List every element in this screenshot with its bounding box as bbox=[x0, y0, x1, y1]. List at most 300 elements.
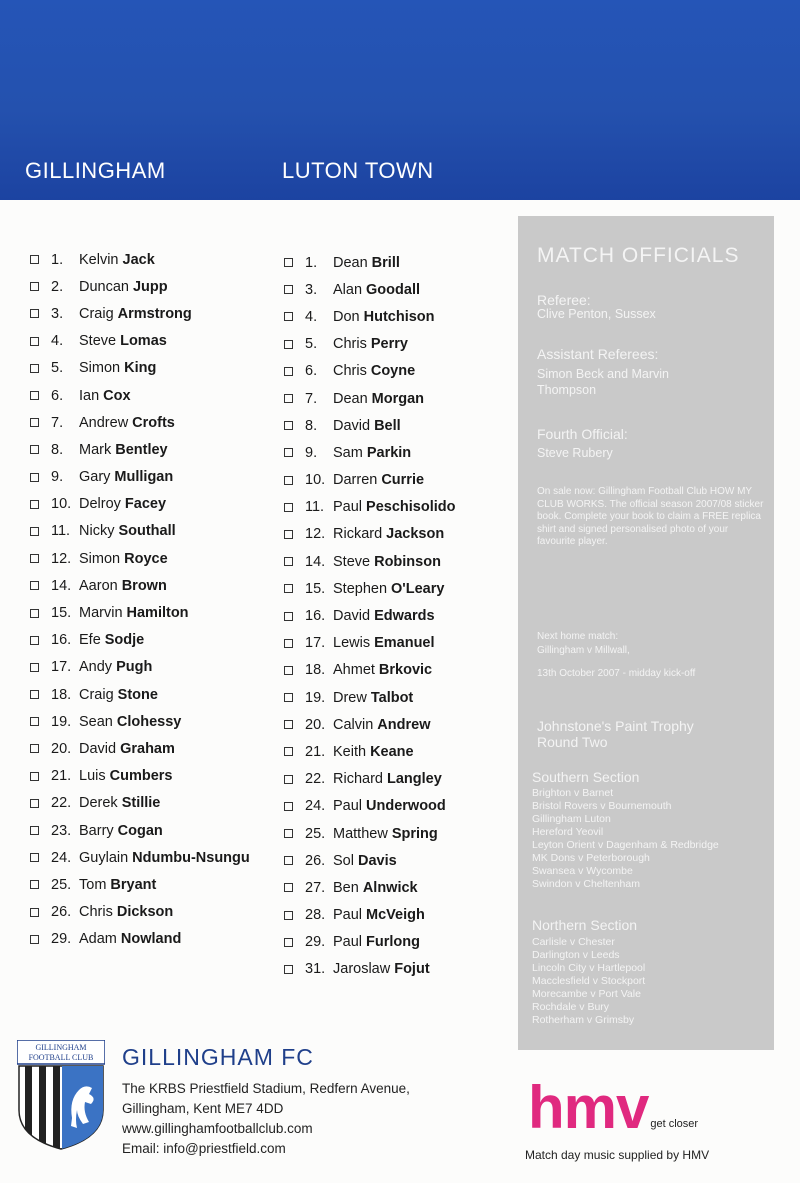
player-first-name: Darren bbox=[333, 472, 378, 489]
player-row bbox=[30, 491, 250, 518]
player-checkbox[interactable] bbox=[284, 829, 293, 838]
player-last-name: Davis bbox=[357, 852, 397, 869]
player-last-name: Stone bbox=[117, 686, 158, 703]
player-checkbox[interactable] bbox=[284, 285, 293, 294]
southern-section-title: Southern Section bbox=[532, 769, 640, 785]
player-last-name: Langley bbox=[386, 771, 442, 788]
hmv-logo bbox=[528, 1074, 699, 1141]
player-first-name: Guylain bbox=[79, 849, 129, 866]
header-band bbox=[0, 0, 800, 200]
player-row bbox=[284, 331, 455, 358]
player-row bbox=[284, 657, 455, 684]
player-number: 20. bbox=[51, 740, 72, 757]
player-checkbox[interactable] bbox=[30, 445, 39, 454]
player-checkbox[interactable] bbox=[284, 747, 293, 756]
player-number: 4. bbox=[51, 333, 64, 350]
player-row bbox=[284, 412, 455, 439]
player-number: 27. bbox=[305, 879, 326, 896]
player-number: 1. bbox=[51, 251, 64, 268]
fixture-item: Rotherham v Grimsby bbox=[532, 1014, 635, 1026]
player-number: 25. bbox=[51, 876, 72, 893]
player-number: 11. bbox=[51, 523, 71, 540]
player-first-name: David bbox=[79, 740, 117, 757]
hmv-logo-word: hmv bbox=[528, 1074, 649, 1141]
player-row bbox=[284, 548, 455, 575]
player-checkbox[interactable] bbox=[284, 421, 293, 430]
player-checkbox[interactable] bbox=[30, 744, 39, 753]
player-row bbox=[30, 681, 250, 708]
player-first-name: Paul bbox=[333, 934, 363, 951]
officials-title: MATCH OFFICIALS bbox=[537, 244, 740, 267]
player-last-name: Graham bbox=[120, 740, 175, 757]
player-row bbox=[30, 545, 250, 572]
player-first-name: Dean bbox=[333, 254, 368, 271]
player-number: 16. bbox=[51, 632, 72, 649]
player-number: 7. bbox=[305, 390, 318, 407]
player-first-name: Duncan bbox=[79, 278, 129, 295]
player-row bbox=[30, 844, 250, 871]
player-last-name: Parkin bbox=[366, 444, 412, 461]
player-checkbox[interactable] bbox=[30, 935, 39, 944]
player-number: 5. bbox=[305, 336, 318, 353]
player-last-name: Edwards bbox=[374, 608, 435, 625]
player-checkbox[interactable] bbox=[30, 473, 39, 482]
player-checkbox[interactable] bbox=[284, 802, 293, 811]
player-row bbox=[30, 246, 250, 273]
player-row bbox=[30, 627, 250, 654]
player-first-name: Richard bbox=[333, 771, 383, 788]
player-number: 21. bbox=[51, 768, 72, 785]
referee-name: Clive Penton, Sussex bbox=[537, 307, 656, 321]
player-last-name: Clohessy bbox=[116, 713, 182, 730]
player-first-name: Tom bbox=[79, 876, 107, 893]
fixture-item: Carlisle v Chester bbox=[532, 936, 615, 948]
player-last-name: Crofts bbox=[132, 414, 175, 431]
player-row bbox=[284, 738, 455, 765]
southern-fixtures bbox=[532, 787, 719, 891]
player-row bbox=[284, 874, 455, 901]
player-checkbox[interactable] bbox=[284, 258, 293, 267]
player-number: 18. bbox=[51, 686, 72, 703]
next-match-time: 13th October 2007 - midday kick-off bbox=[537, 668, 696, 679]
player-row bbox=[284, 820, 455, 847]
hmv-tagline: get closer bbox=[650, 1118, 699, 1130]
club-address-line2: Gillingham, Kent ME7 4DD bbox=[122, 1101, 284, 1116]
player-first-name: Don bbox=[333, 308, 360, 325]
player-first-name: Drew bbox=[333, 689, 367, 706]
crest-text-line1: GILLINGHAM bbox=[35, 1043, 87, 1052]
player-checkbox[interactable] bbox=[284, 312, 293, 321]
player-checkbox[interactable] bbox=[284, 584, 293, 593]
away-squad-list bbox=[284, 249, 455, 983]
player-row bbox=[30, 572, 250, 599]
player-row bbox=[30, 763, 250, 790]
player-number: 8. bbox=[305, 417, 318, 434]
player-checkbox[interactable] bbox=[284, 938, 293, 947]
player-checkbox[interactable] bbox=[284, 448, 293, 457]
player-last-name: Bentley bbox=[115, 441, 168, 458]
player-checkbox[interactable] bbox=[30, 853, 39, 862]
player-row bbox=[284, 684, 455, 711]
player-number: 24. bbox=[305, 798, 326, 815]
player-number: 6. bbox=[305, 363, 318, 380]
player-number: 2. bbox=[51, 278, 64, 295]
player-last-name: Royce bbox=[124, 550, 168, 567]
player-number: 16. bbox=[305, 608, 326, 625]
player-checkbox[interactable] bbox=[284, 394, 293, 403]
player-row bbox=[30, 817, 250, 844]
northern-section-title: Northern Section bbox=[532, 917, 638, 933]
player-row bbox=[284, 602, 455, 629]
player-row bbox=[30, 790, 250, 817]
assistants-names: Simon Beck and Marvin Thompson bbox=[537, 367, 670, 397]
player-checkbox[interactable] bbox=[284, 965, 293, 974]
player-number: 10. bbox=[51, 496, 72, 513]
player-number: 5. bbox=[51, 360, 64, 377]
fixture-item: Leyton Orient v Dagenham & Redbridge bbox=[532, 839, 719, 851]
player-last-name: Underwood bbox=[366, 798, 446, 815]
player-number: 26. bbox=[305, 852, 326, 869]
player-first-name: Derek bbox=[79, 795, 118, 812]
player-row bbox=[30, 273, 250, 300]
player-row bbox=[284, 766, 455, 793]
player-number: 14. bbox=[51, 577, 72, 594]
player-first-name: Ian bbox=[79, 387, 100, 404]
player-row bbox=[30, 708, 250, 735]
player-number: 15. bbox=[305, 580, 326, 597]
fixture-item: Bristol Rovers v Bournemouth bbox=[532, 800, 672, 812]
next-match-label: Next home match: bbox=[537, 631, 619, 642]
player-checkbox[interactable] bbox=[30, 500, 39, 509]
player-last-name: Brown bbox=[121, 577, 167, 594]
player-row bbox=[284, 575, 455, 602]
player-number: 23. bbox=[51, 822, 72, 839]
player-first-name: Ahmet bbox=[333, 662, 375, 679]
player-first-name: Mark bbox=[79, 441, 112, 458]
player-number: 25. bbox=[305, 825, 326, 842]
player-number: 12. bbox=[305, 526, 326, 543]
player-first-name: Simon bbox=[79, 360, 121, 377]
club-address-line1: The KRBS Priestfield Stadium, Redfern Avenue, bbox=[122, 1081, 410, 1096]
player-number: 19. bbox=[305, 689, 326, 706]
player-last-name: Mulligan bbox=[114, 469, 174, 486]
player-last-name: Perry bbox=[370, 336, 408, 353]
player-checkbox[interactable] bbox=[284, 530, 293, 539]
player-first-name: Nicky bbox=[79, 523, 115, 540]
player-checkbox[interactable] bbox=[30, 636, 39, 645]
player-row bbox=[284, 303, 455, 330]
player-checkbox[interactable] bbox=[30, 826, 39, 835]
player-last-name: Pugh bbox=[116, 659, 153, 676]
player-checkbox[interactable] bbox=[284, 639, 293, 648]
player-first-name: Jaroslaw bbox=[333, 961, 391, 978]
player-first-name: Paul bbox=[333, 907, 363, 924]
player-number: 21. bbox=[305, 743, 326, 760]
fixture-item: Lincoln City v Hartlepool bbox=[532, 962, 646, 974]
player-row bbox=[30, 355, 250, 382]
player-number: 29. bbox=[51, 931, 72, 948]
player-last-name: Bryant bbox=[110, 876, 157, 893]
player-checkbox[interactable] bbox=[284, 856, 293, 865]
player-row bbox=[284, 521, 455, 548]
player-number: 17. bbox=[305, 635, 326, 652]
player-number: 9. bbox=[51, 469, 64, 486]
fixture-item: Brighton v Barnet bbox=[532, 787, 614, 799]
player-row bbox=[30, 599, 250, 626]
player-last-name: Brill bbox=[371, 254, 400, 271]
player-first-name: Stephen bbox=[333, 580, 388, 597]
player-checkbox[interactable] bbox=[284, 503, 293, 512]
player-number: 15. bbox=[51, 605, 72, 622]
player-checkbox[interactable] bbox=[284, 666, 293, 675]
player-checkbox[interactable] bbox=[284, 693, 293, 702]
player-last-name: Andrew bbox=[377, 716, 431, 733]
player-row bbox=[284, 630, 455, 657]
player-last-name: Ndumbu-Nsungu bbox=[132, 849, 250, 866]
fourth-official-name: Steve Rubery bbox=[537, 446, 613, 460]
fixture-item: MK Dons v Peterborough bbox=[532, 852, 650, 864]
player-row bbox=[30, 464, 250, 491]
player-last-name: Robinson bbox=[374, 553, 441, 570]
club-crest-logo bbox=[17, 1040, 105, 1150]
player-row bbox=[284, 467, 455, 494]
player-row bbox=[284, 711, 455, 738]
player-first-name: Simon bbox=[79, 550, 121, 567]
player-checkbox[interactable] bbox=[30, 309, 39, 318]
assistants-label: Assistant Referees: bbox=[537, 346, 659, 362]
player-number: 29. bbox=[305, 934, 326, 951]
player-first-name: Steve bbox=[79, 333, 117, 350]
player-last-name: Hutchison bbox=[363, 308, 435, 325]
player-number: 31. bbox=[305, 961, 326, 978]
player-last-name: Furlong bbox=[366, 934, 420, 951]
player-number: 19. bbox=[51, 713, 72, 730]
player-number: 22. bbox=[51, 795, 72, 812]
player-last-name: Brkovic bbox=[378, 662, 433, 679]
player-checkbox[interactable] bbox=[30, 772, 39, 781]
player-last-name: McVeigh bbox=[366, 907, 425, 924]
player-row bbox=[284, 439, 455, 466]
player-last-name: Dickson bbox=[116, 904, 174, 921]
player-first-name: Steve bbox=[333, 553, 371, 570]
player-first-name: Matthew bbox=[333, 825, 388, 842]
player-row bbox=[30, 409, 250, 436]
player-first-name: Sam bbox=[333, 444, 363, 461]
player-last-name: Spring bbox=[391, 825, 438, 842]
player-first-name: Sean bbox=[79, 713, 113, 730]
player-checkbox[interactable] bbox=[30, 609, 39, 618]
club-name: GILLINGHAM FC bbox=[122, 1044, 314, 1070]
home-team-title: GILLINGHAM bbox=[25, 158, 166, 183]
player-last-name: Facey bbox=[124, 496, 167, 513]
referee-label: Referee: bbox=[537, 292, 591, 308]
player-row bbox=[30, 328, 250, 355]
player-checkbox[interactable] bbox=[30, 527, 39, 536]
player-first-name: Paul bbox=[333, 499, 363, 516]
player-row bbox=[284, 956, 455, 983]
player-first-name: Lewis bbox=[333, 635, 371, 652]
player-last-name: Jupp bbox=[132, 278, 168, 295]
match-officials-panel bbox=[518, 216, 774, 1050]
player-checkbox[interactable] bbox=[30, 554, 39, 563]
player-number: 28. bbox=[305, 907, 326, 924]
player-row bbox=[30, 436, 250, 463]
player-checkbox[interactable] bbox=[30, 337, 39, 346]
fixture-item: Rochdale v Bury bbox=[532, 1001, 610, 1013]
player-checkbox[interactable] bbox=[30, 799, 39, 808]
player-number: 7. bbox=[51, 414, 64, 431]
player-row bbox=[284, 494, 455, 521]
player-row bbox=[30, 735, 250, 762]
player-checkbox[interactable] bbox=[30, 418, 39, 427]
player-first-name: Delroy bbox=[79, 496, 121, 513]
club-website-link[interactable]: www.gillinghamfootballclub.com bbox=[122, 1121, 313, 1136]
player-last-name: Goodall bbox=[366, 281, 421, 298]
northern-fixtures bbox=[532, 936, 645, 1027]
player-row bbox=[30, 899, 250, 926]
player-checkbox[interactable] bbox=[30, 908, 39, 917]
player-number: 26. bbox=[51, 904, 72, 921]
player-last-name: Cogan bbox=[117, 822, 163, 839]
player-row bbox=[30, 518, 250, 545]
player-first-name: Alan bbox=[333, 281, 363, 298]
player-last-name: Southall bbox=[118, 523, 176, 540]
player-number: 10. bbox=[305, 472, 326, 489]
player-number: 4. bbox=[305, 308, 318, 325]
player-first-name: Chris bbox=[333, 336, 367, 353]
player-row bbox=[284, 902, 455, 929]
player-checkbox[interactable] bbox=[284, 720, 293, 729]
player-checkbox[interactable] bbox=[284, 367, 293, 376]
player-checkbox[interactable] bbox=[30, 663, 39, 672]
player-first-name: Chris bbox=[333, 363, 367, 380]
player-checkbox[interactable] bbox=[30, 717, 39, 726]
home-squad-list bbox=[30, 246, 250, 953]
player-first-name: Aaron bbox=[79, 577, 118, 594]
player-row bbox=[284, 385, 455, 412]
player-first-name: David bbox=[333, 417, 371, 434]
trophy-title: Johnstone's Paint Trophy Round Two bbox=[537, 718, 694, 750]
player-last-name: Lomas bbox=[120, 333, 167, 350]
player-last-name: Fojut bbox=[394, 961, 430, 978]
player-checkbox[interactable] bbox=[284, 775, 293, 784]
player-first-name: Paul bbox=[333, 798, 363, 815]
player-last-name: Currie bbox=[381, 472, 425, 489]
player-number: 12. bbox=[51, 550, 72, 567]
player-last-name: O'Leary bbox=[391, 580, 445, 597]
player-first-name: Kelvin bbox=[79, 251, 119, 268]
player-checkbox[interactable] bbox=[284, 911, 293, 920]
player-checkbox[interactable] bbox=[284, 476, 293, 485]
player-row bbox=[284, 847, 455, 874]
player-first-name: Marvin bbox=[79, 605, 123, 622]
sponsor-credit: Match day music supplied by HMV bbox=[525, 1148, 710, 1162]
player-number: 14. bbox=[305, 553, 326, 570]
player-number: 9. bbox=[305, 444, 318, 461]
player-number: 3. bbox=[305, 281, 318, 298]
player-last-name: Peschisolido bbox=[366, 499, 456, 516]
player-number: 22. bbox=[305, 771, 326, 788]
player-row bbox=[30, 871, 250, 898]
fixture-item: Morecambe v Port Vale bbox=[532, 988, 641, 1000]
player-last-name: Jack bbox=[122, 251, 155, 268]
player-first-name: Keith bbox=[333, 743, 367, 760]
player-number: 17. bbox=[51, 659, 72, 676]
player-last-name: King bbox=[124, 360, 157, 377]
player-last-name: Emanuel bbox=[374, 635, 435, 652]
player-first-name: Rickard bbox=[333, 526, 383, 543]
player-last-name: Coyne bbox=[370, 363, 416, 380]
player-row bbox=[30, 382, 250, 409]
player-first-name: Dean bbox=[333, 390, 368, 407]
player-checkbox[interactable] bbox=[30, 255, 39, 264]
player-row bbox=[284, 793, 455, 820]
player-number: 20. bbox=[305, 716, 326, 733]
player-first-name: Chris bbox=[79, 904, 113, 921]
player-first-name: David bbox=[333, 608, 371, 625]
fixture-item: Swindon v Cheltenham bbox=[532, 878, 640, 890]
player-first-name: Efe bbox=[79, 632, 101, 649]
player-number: 3. bbox=[51, 305, 64, 322]
player-first-name: Calvin bbox=[333, 716, 374, 733]
player-checkbox[interactable] bbox=[30, 282, 39, 291]
player-checkbox[interactable] bbox=[284, 883, 293, 892]
player-checkbox[interactable] bbox=[284, 612, 293, 621]
player-last-name: Morgan bbox=[371, 390, 425, 407]
player-last-name: Bell bbox=[374, 417, 401, 434]
player-row bbox=[30, 654, 250, 681]
player-row bbox=[30, 300, 250, 327]
player-last-name: Armstrong bbox=[117, 305, 192, 322]
away-team-title: LUTON TOWN bbox=[282, 158, 434, 183]
player-last-name: Jackson bbox=[386, 526, 445, 543]
fourth-official-label: Fourth Official: bbox=[537, 426, 628, 442]
player-row bbox=[30, 926, 250, 953]
player-number: 11. bbox=[305, 499, 325, 516]
promo-text: On sale now: Gillingham Football Club HOW MY CLUB WORKS. The official season 2007/08 sticker book. Complete your book to claim a FREE replica shirt and signed personalised photo of your favourite player. bbox=[537, 486, 764, 547]
player-number: 18. bbox=[305, 662, 326, 679]
player-row bbox=[284, 276, 455, 303]
club-email-link[interactable]: Email: info@priestfield.com bbox=[122, 1141, 286, 1156]
player-last-name: Alnwick bbox=[362, 879, 418, 896]
fixture-item: Swansea v Wycombe bbox=[532, 865, 633, 877]
player-first-name: Andrew bbox=[79, 414, 129, 431]
player-first-name: Gary bbox=[79, 469, 111, 486]
player-number: 24. bbox=[51, 849, 72, 866]
player-row bbox=[284, 249, 455, 276]
fixture-item: Gillingham Luton bbox=[532, 813, 611, 825]
player-last-name: Stillie bbox=[121, 795, 161, 812]
player-number: 1. bbox=[305, 254, 318, 271]
player-first-name: Craig bbox=[79, 686, 114, 703]
player-checkbox[interactable] bbox=[30, 391, 39, 400]
player-checkbox[interactable] bbox=[30, 581, 39, 590]
player-checkbox[interactable] bbox=[284, 340, 293, 349]
player-last-name: Hamilton bbox=[126, 605, 189, 622]
player-last-name: Keane bbox=[370, 743, 414, 760]
player-number: 6. bbox=[51, 387, 64, 404]
fixture-item: Macclesfield v Stockport bbox=[532, 975, 646, 987]
player-checkbox[interactable] bbox=[284, 557, 293, 566]
player-checkbox[interactable] bbox=[30, 364, 39, 373]
player-checkbox[interactable] bbox=[30, 880, 39, 889]
player-row bbox=[284, 358, 455, 385]
player-last-name: Talbot bbox=[370, 689, 414, 706]
player-last-name: Cumbers bbox=[109, 768, 173, 785]
player-checkbox[interactable] bbox=[30, 690, 39, 699]
player-first-name: Adam bbox=[79, 931, 117, 948]
fixture-item: Hereford Yeovil bbox=[532, 826, 604, 838]
